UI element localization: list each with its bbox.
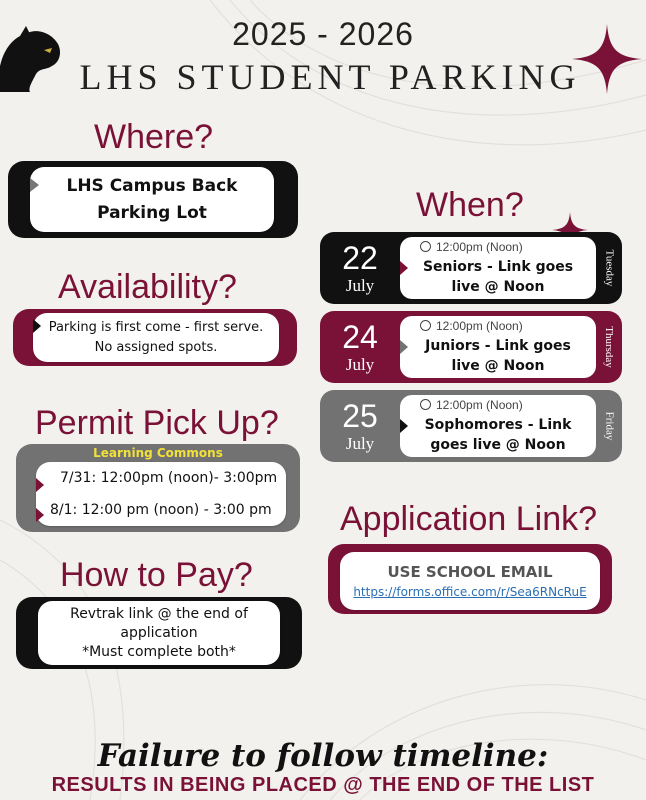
where-line-1: LHS Campus Back <box>66 175 238 196</box>
date-line-2: live @ Noon <box>451 279 545 295</box>
pointer-arrow-icon <box>30 178 39 192</box>
page-title: LHS STUDENT PARKING <box>79 57 581 97</box>
application-card <box>328 544 612 614</box>
application-note: USE SCHOOL EMAIL <box>387 563 553 581</box>
school-year: 2025 - 2026 <box>232 16 414 52</box>
pointer-arrow-icon <box>33 319 41 333</box>
date-line-2: goes live @ Noon <box>430 437 566 453</box>
date-month: July <box>345 434 375 453</box>
date-day: 25 <box>342 398 378 434</box>
permit-slot-1: 7/31: 12:00pm (noon)- 3:00pm <box>60 470 278 486</box>
pay-line-3: *Must complete both* <box>82 643 236 660</box>
permit-slot-2: 8/1: 12:00 pm (noon) - 3:00 pm <box>50 502 272 518</box>
date-time: 12:00pm (Noon) <box>436 240 523 254</box>
availability-line-1: Parking is first come - first serve. <box>48 319 264 335</box>
date-time: 12:00pm (Noon) <box>436 319 523 333</box>
pointer-arrow-icon <box>400 419 408 433</box>
where-line-2: Parking Lot <box>97 202 207 223</box>
clock-icon <box>420 399 431 410</box>
permit-heading: Permit Pick Up? <box>35 404 279 442</box>
date-time: 12:00pm (Noon) <box>436 398 523 412</box>
pay-heading: How to Pay? <box>60 556 253 594</box>
pay-line-1: Revtrak link @ the end of <box>70 605 248 622</box>
date-day: 22 <box>342 240 378 276</box>
permit-card <box>16 444 300 532</box>
date-weekday: Friday <box>603 411 616 441</box>
date-card-22 <box>320 232 622 304</box>
date-line-1: Sophomores - Link <box>424 417 572 433</box>
where-heading: Where? <box>94 118 214 156</box>
footer-warning: Failure to follow timeline: <box>97 738 549 774</box>
footer-consequence: RESULTS IN BEING PLACED @ THE END OF THE LIST <box>51 774 595 796</box>
pointer-arrow-icon <box>36 478 44 492</box>
application-link[interactable]: https://forms.office.com/r/Sea6RNcRuE <box>353 585 587 599</box>
pointer-arrow-icon <box>400 340 408 354</box>
availability-line-2: No assigned spots. <box>94 339 218 355</box>
application-heading: Application Link? <box>340 500 598 538</box>
date-line-1: Juniors - Link goes <box>425 338 571 354</box>
when-heading: When? <box>416 186 524 224</box>
date-card-25 <box>320 390 622 462</box>
clock-icon <box>420 241 431 252</box>
availability-card <box>13 309 297 366</box>
date-weekday: Thursday <box>603 326 616 368</box>
clock-icon <box>420 320 431 331</box>
availability-heading: Availability? <box>58 268 237 306</box>
pay-line-2: application <box>120 624 198 641</box>
date-line-1: Seniors - Link goes <box>422 259 574 275</box>
date-month: July <box>345 355 375 374</box>
pointer-arrow-icon <box>36 508 44 522</box>
date-weekday: Tuesday <box>603 249 616 287</box>
where-card <box>8 161 298 238</box>
pointer-arrow-icon <box>400 261 408 275</box>
permit-location: Learning Commons <box>93 446 223 460</box>
pay-card <box>16 597 302 669</box>
date-day: 24 <box>342 319 378 355</box>
date-line-2: live @ Noon <box>451 358 545 374</box>
date-month: July <box>345 276 375 295</box>
date-card-24 <box>320 311 622 383</box>
